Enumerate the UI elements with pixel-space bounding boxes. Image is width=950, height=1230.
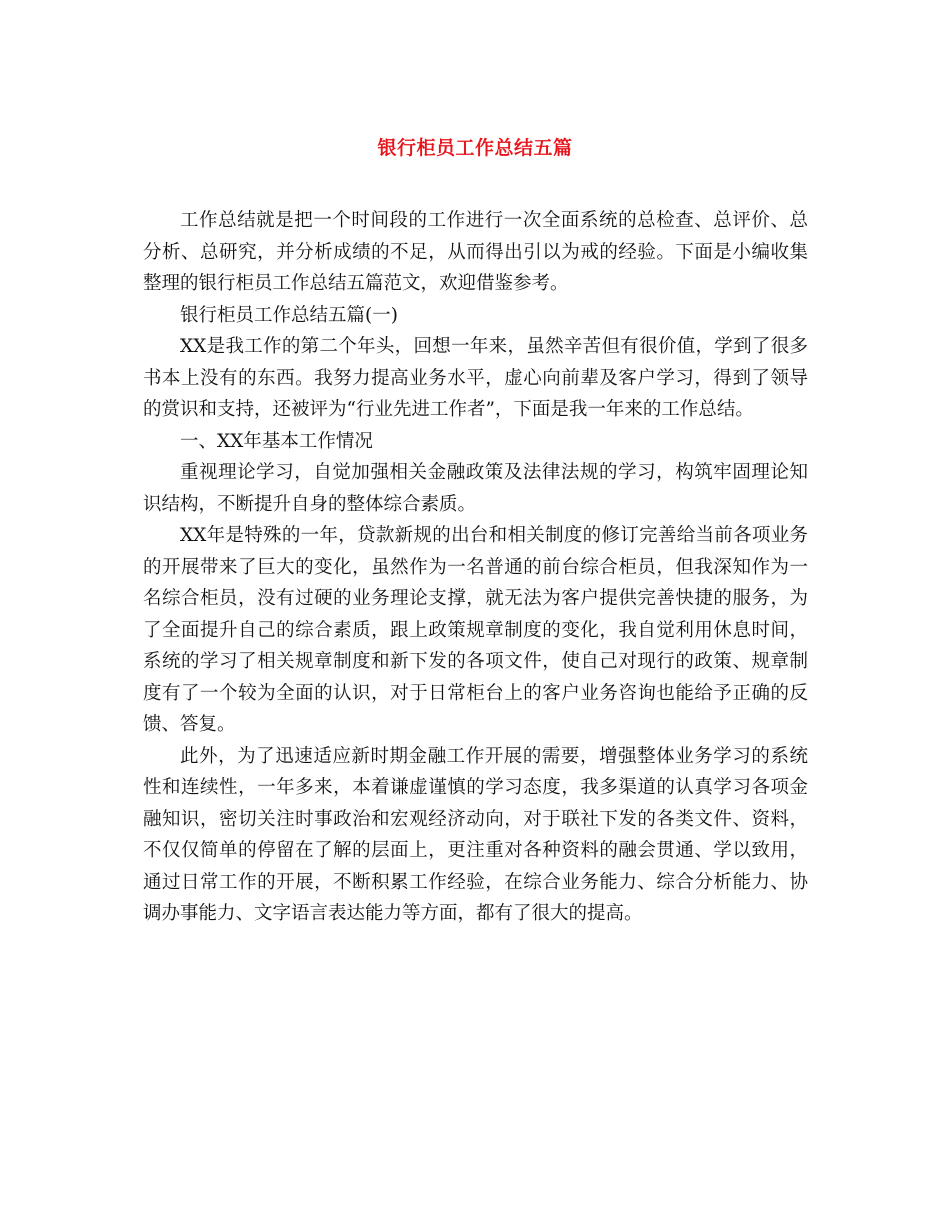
body-paragraph: XX年是特殊的一年，贷款新规的出台和相关制度的修订完善给当前各项业务的开展带来了巨大的变化，虽然作为一名普通的前台综合柜员，但我深知作为一名综合柜员，没有过硬的业务理论支撑，就无法为客户提供完善快捷的服务，为了全面提升自己的综合素质，跟上政策规章制度的变化，我自觉利用休息时间，系统的学习了相关规章制度和新下发的各项文件，使自己对现行的政策、规章制度有了一个较为全面的认识，对于日常柜台上的客户业务咨询也能给予正确的反馈、答复。 (143, 525, 808, 735)
section-heading: 银行柜员工作总结五篇(一) (180, 304, 398, 326)
body-paragraph: 此外，为了迅速适应新时期金融工作开展的需要，增强整体业务学习的系统性和连续性，一年多来，本着谦虚谨慎的学习态度，我多渠道的认真学习各项金融知识，密切关注时事政治和宏观经济动向，对于联社下发的各类文件、资料，不仅仅简单的停留在了解的层面上，更注重对各种资料的融会贯通、学以致用，通过日常工作的开展，不断积累工作经验，在综合业务能力、综合分析能力、协调办事能力、文字语言表达能力等方面，都有了很大的提高。 (143, 745, 808, 924)
subsection-heading: 一、XX年基本工作情况 (180, 430, 373, 452)
intro-paragraph: 工作总结就是把一个时间段的工作进行一次全面系统的总检查、总评价、总分析、总研究，并分析成绩的不足，从而得出引以为戒的经验。下面是小编收集整理的银行柜员工作总结五篇范文，欢迎借鉴参考。 (143, 210, 808, 294)
document-body (143, 205, 808, 930)
document-title: 银行柜员工作总结五篇 (377, 137, 573, 159)
body-paragraph: XX是我工作的第二个年头，回想一年来，虽然辛苦但有很价值，学到了很多书本上没有的东西。我努力提高业务水平，虚心向前辈及客户学习，得到了领导的赏识和支持，还被评为“行业先进工作者”，下面是我一年来的工作总结。 (143, 336, 808, 420)
body-paragraph: 重视理论学习，自觉加强相关金融政策及法律法规的学习，构筑牢固理论知识结构，不断提升自身的整体综合素质。 (143, 462, 808, 515)
